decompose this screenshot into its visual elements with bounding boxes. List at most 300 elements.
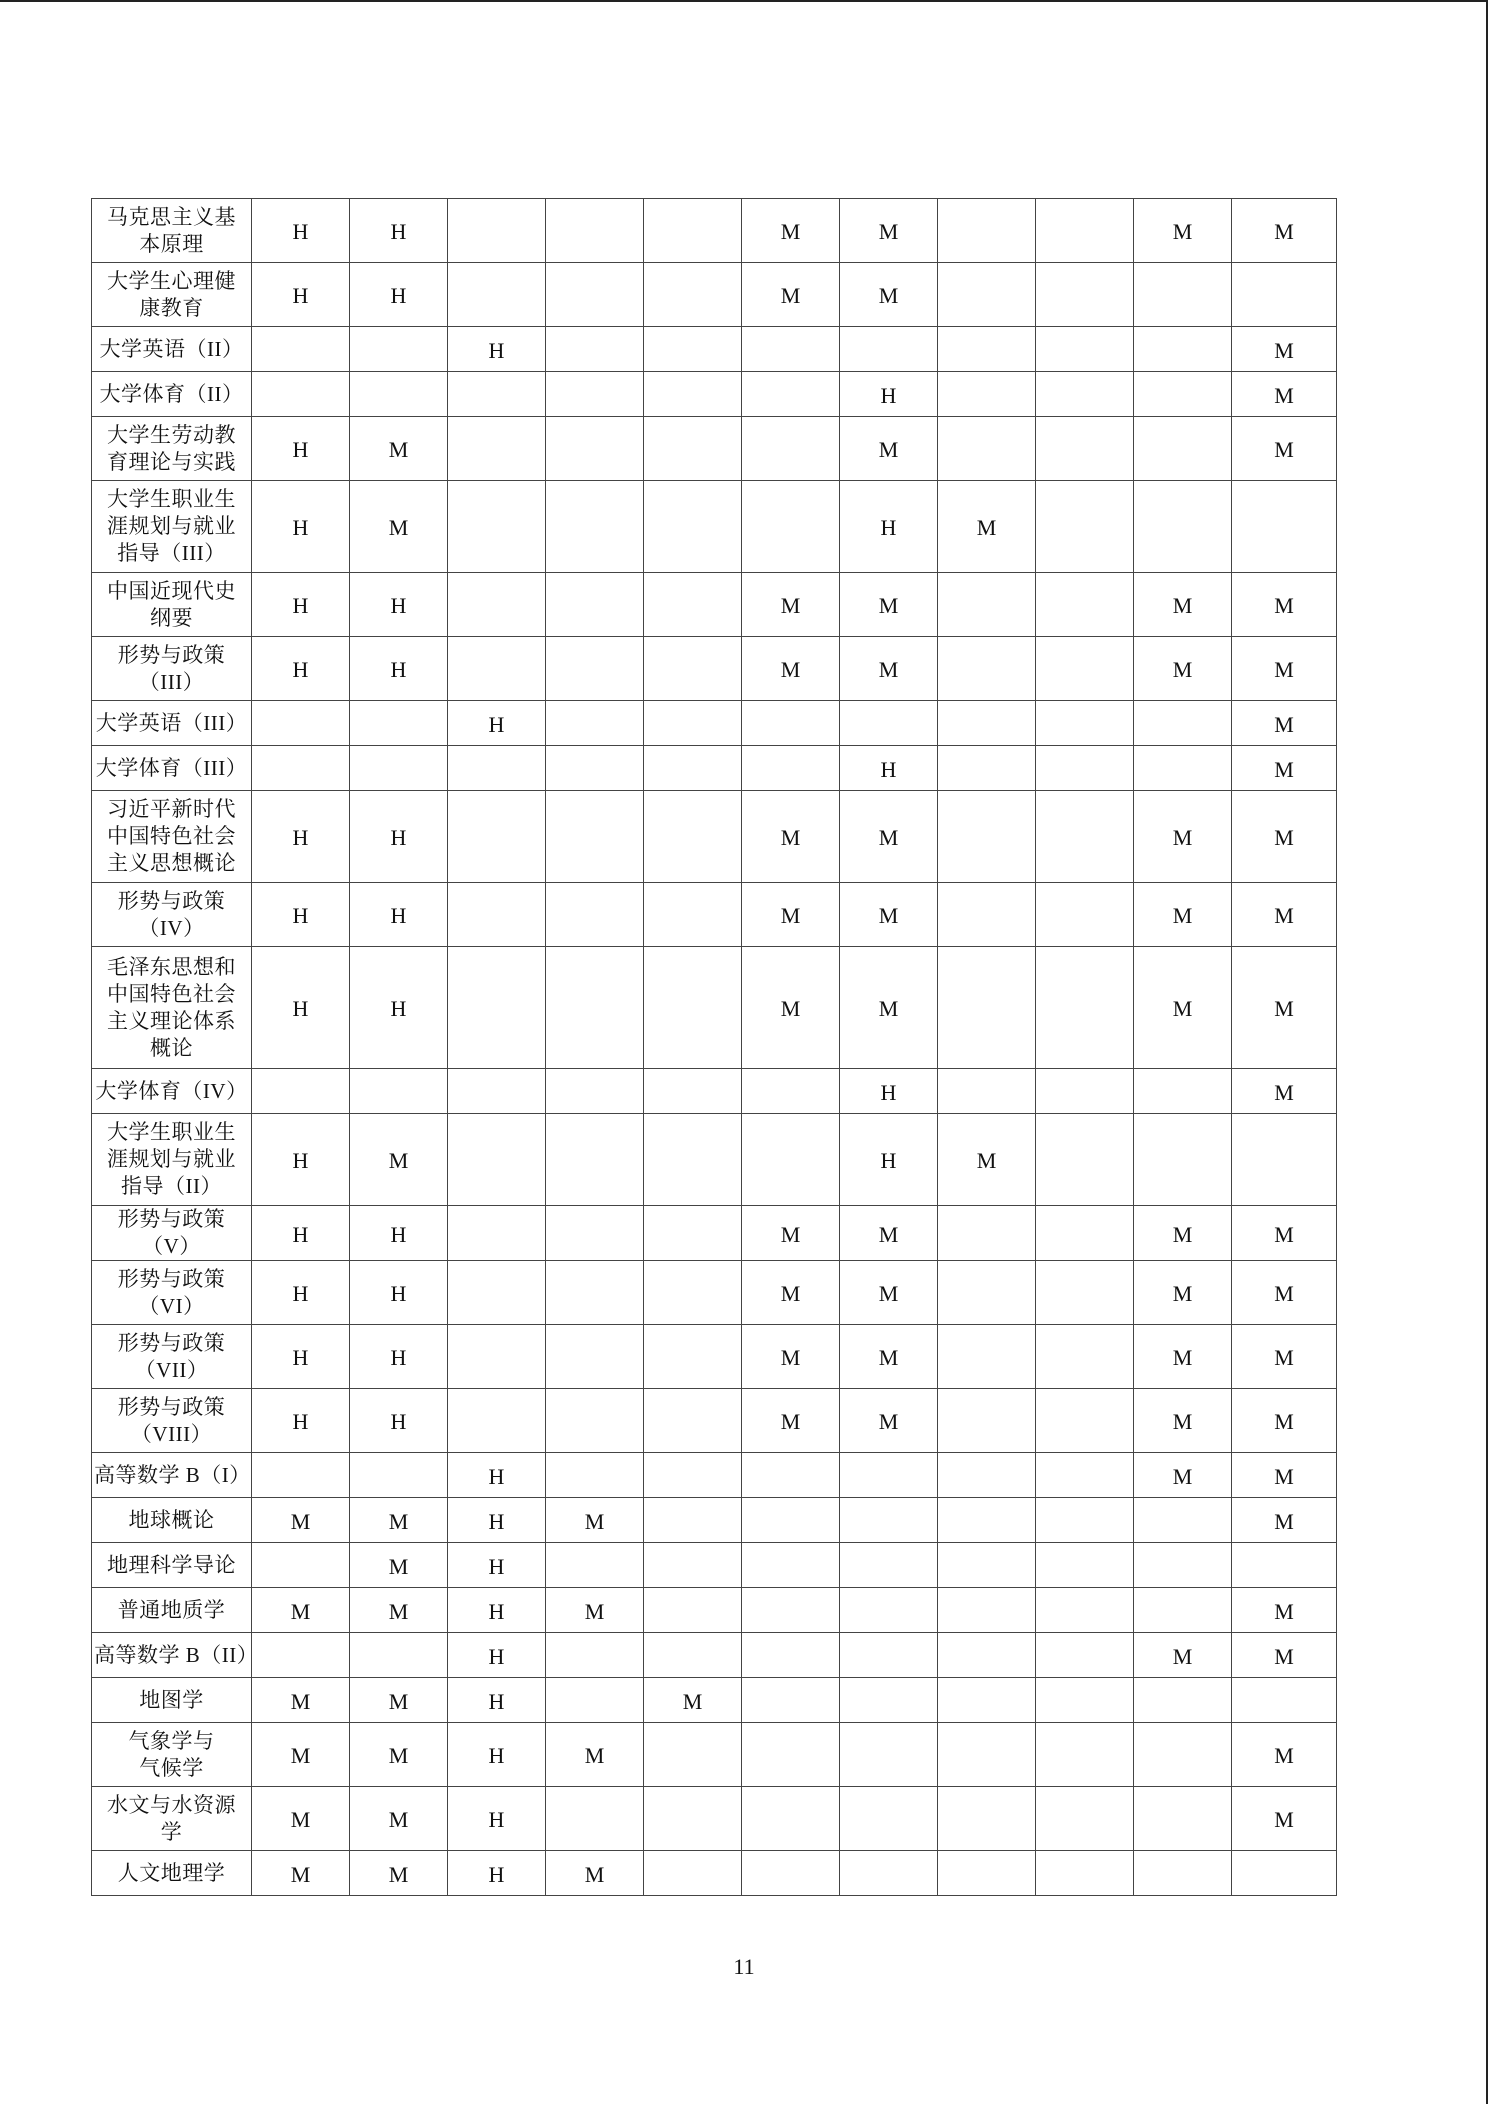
mark-cell <box>252 1633 350 1678</box>
mark-cell: H <box>252 1261 350 1325</box>
mark-cell <box>938 701 1036 746</box>
mark-cell <box>840 1453 938 1498</box>
mark-cell <box>1134 746 1232 791</box>
mark-cell: M <box>1232 1787 1337 1851</box>
mark-cell: H <box>252 417 350 481</box>
mark-cell: H <box>840 372 938 417</box>
mark-cell: M <box>350 1498 448 1543</box>
table-row <box>92 263 1337 327</box>
mark-cell: H <box>448 1723 546 1787</box>
mark-cell <box>350 701 448 746</box>
table-row <box>92 1114 1337 1206</box>
mark-cell <box>938 1069 1036 1114</box>
mark-cell <box>546 573 644 637</box>
mark-cell <box>448 746 546 791</box>
mark-cell <box>644 947 742 1069</box>
course-name-cell: 水文与水资源 学 <box>92 1787 252 1851</box>
mark-cell: H <box>448 1851 546 1896</box>
mark-cell: H <box>252 791 350 883</box>
mark-cell <box>1232 481 1337 573</box>
mark-cell <box>252 701 350 746</box>
mark-cell: M <box>1232 883 1337 947</box>
mark-cell: M <box>350 1787 448 1851</box>
mark-cell <box>350 327 448 372</box>
mark-cell <box>840 1633 938 1678</box>
mark-cell <box>1036 1633 1134 1678</box>
mark-cell <box>840 701 938 746</box>
mark-cell <box>1036 573 1134 637</box>
table-row <box>92 1069 1337 1114</box>
mark-cell: M <box>1232 1069 1337 1114</box>
mark-cell: M <box>1232 947 1337 1069</box>
mark-cell <box>1134 1498 1232 1543</box>
mark-cell <box>546 481 644 573</box>
mark-cell <box>448 372 546 417</box>
mark-cell: H <box>350 1206 448 1261</box>
course-name-cell: 大学生劳动教 育理论与实践 <box>92 417 252 481</box>
mark-cell <box>644 1787 742 1851</box>
mark-cell: M <box>1232 417 1337 481</box>
mark-cell: H <box>448 1543 546 1588</box>
mark-cell <box>350 372 448 417</box>
mark-cell <box>546 1114 644 1206</box>
course-name-cell: 普通地质学 <box>92 1588 252 1633</box>
mark-cell <box>742 1678 840 1723</box>
mark-cell: M <box>840 1389 938 1453</box>
mark-cell: M <box>840 1261 938 1325</box>
mark-cell: H <box>252 263 350 327</box>
mark-cell <box>1134 1787 1232 1851</box>
mark-cell: H <box>448 1678 546 1723</box>
mark-cell <box>1036 1325 1134 1389</box>
course-name-cell: 人文地理学 <box>92 1851 252 1896</box>
table-row <box>92 372 1337 417</box>
mark-cell: H <box>448 327 546 372</box>
mark-cell <box>1036 1498 1134 1543</box>
mark-cell <box>644 1114 742 1206</box>
mark-cell <box>644 1389 742 1453</box>
mark-cell <box>546 947 644 1069</box>
mark-cell: M <box>1134 1325 1232 1389</box>
course-name-cell: 形势与政策 （VI） <box>92 1261 252 1325</box>
mark-cell <box>1036 746 1134 791</box>
mark-cell <box>644 1851 742 1896</box>
mark-cell <box>1134 1114 1232 1206</box>
mark-cell: M <box>742 883 840 947</box>
mark-cell: M <box>1134 1261 1232 1325</box>
mark-cell <box>1036 481 1134 573</box>
mark-cell: H <box>448 1633 546 1678</box>
course-name-cell: 气象学与 气候学 <box>92 1723 252 1787</box>
mark-cell <box>448 573 546 637</box>
mark-cell: H <box>840 481 938 573</box>
mark-cell: M <box>546 1723 644 1787</box>
mark-cell: M <box>1232 327 1337 372</box>
mark-cell <box>644 1453 742 1498</box>
mark-cell: M <box>350 1588 448 1633</box>
mark-cell <box>938 199 1036 263</box>
table-row <box>92 1723 1337 1787</box>
course-name-cell: 大学英语（III） <box>92 701 252 746</box>
mark-cell <box>546 1389 644 1453</box>
mark-cell: M <box>1232 372 1337 417</box>
mark-cell <box>1232 1851 1337 1896</box>
mark-cell <box>742 1588 840 1633</box>
course-name-cell: 形势与政策 （III） <box>92 637 252 701</box>
mark-cell <box>252 1453 350 1498</box>
mark-cell: H <box>350 947 448 1069</box>
table-row <box>92 1498 1337 1543</box>
course-name-cell: 习近平新时代 中国特色社会 主义思想概论 <box>92 791 252 883</box>
course-name-cell: 大学生职业生 涯规划与就业 指导（III） <box>92 481 252 573</box>
mark-cell <box>742 1633 840 1678</box>
table-row <box>92 746 1337 791</box>
mark-cell: H <box>448 1588 546 1633</box>
mark-cell: H <box>448 701 546 746</box>
course-name-cell: 大学体育（II） <box>92 372 252 417</box>
mark-cell <box>448 1069 546 1114</box>
course-matrix-table <box>91 198 1337 1896</box>
mark-cell: M <box>840 417 938 481</box>
mark-cell: H <box>252 481 350 573</box>
mark-cell: M <box>252 1787 350 1851</box>
mark-cell: M <box>546 1498 644 1543</box>
table-row <box>92 417 1337 481</box>
mark-cell <box>840 1723 938 1787</box>
mark-cell: H <box>350 637 448 701</box>
mark-cell <box>252 372 350 417</box>
mark-cell <box>938 263 1036 327</box>
mark-cell: M <box>1232 1498 1337 1543</box>
mark-cell <box>546 746 644 791</box>
table-row <box>92 1206 1337 1261</box>
mark-cell: M <box>840 573 938 637</box>
mark-cell <box>1036 1453 1134 1498</box>
mark-cell <box>644 417 742 481</box>
mark-cell <box>644 372 742 417</box>
table-row <box>92 1325 1337 1389</box>
mark-cell <box>1134 481 1232 573</box>
course-name-cell: 形势与政策 （VIII） <box>92 1389 252 1453</box>
mark-cell <box>742 701 840 746</box>
mark-cell <box>546 791 644 883</box>
mark-cell: M <box>742 1206 840 1261</box>
mark-cell <box>644 1633 742 1678</box>
mark-cell <box>742 1543 840 1588</box>
mark-cell <box>840 1543 938 1588</box>
mark-cell <box>938 1723 1036 1787</box>
mark-cell <box>644 1069 742 1114</box>
mark-cell: M <box>350 1543 448 1588</box>
mark-cell: M <box>350 1114 448 1206</box>
mark-cell <box>938 1678 1036 1723</box>
mark-cell <box>644 746 742 791</box>
mark-cell <box>938 1325 1036 1389</box>
mark-cell <box>252 327 350 372</box>
table-body <box>92 199 1337 1896</box>
course-name-cell: 毛泽东思想和 中国特色社会 主义理论体系 概论 <box>92 947 252 1069</box>
mark-cell <box>252 1543 350 1588</box>
mark-cell: H <box>252 1325 350 1389</box>
mark-cell <box>546 883 644 947</box>
table-row <box>92 1633 1337 1678</box>
mark-cell <box>840 1588 938 1633</box>
mark-cell <box>546 372 644 417</box>
mark-cell <box>644 263 742 327</box>
course-name-cell: 地球概论 <box>92 1498 252 1543</box>
mark-cell <box>644 327 742 372</box>
mark-cell <box>1134 1723 1232 1787</box>
mark-cell: M <box>1232 1588 1337 1633</box>
mark-cell <box>546 1206 644 1261</box>
mark-cell <box>546 417 644 481</box>
mark-cell <box>644 1588 742 1633</box>
mark-cell <box>1036 417 1134 481</box>
mark-cell <box>938 573 1036 637</box>
mark-cell: H <box>448 1498 546 1543</box>
mark-cell: M <box>840 947 938 1069</box>
mark-cell: H <box>350 883 448 947</box>
mark-cell: M <box>840 199 938 263</box>
mark-cell <box>448 417 546 481</box>
mark-cell <box>546 1453 644 1498</box>
mark-cell <box>1036 199 1134 263</box>
course-name-cell: 大学英语（II） <box>92 327 252 372</box>
mark-cell <box>742 746 840 791</box>
mark-cell: M <box>1232 1453 1337 1498</box>
mark-cell <box>644 199 742 263</box>
mark-cell <box>644 1325 742 1389</box>
mark-cell <box>644 1206 742 1261</box>
mark-cell: M <box>742 199 840 263</box>
table-row <box>92 637 1337 701</box>
table-row <box>92 199 1337 263</box>
mark-cell: M <box>1232 1261 1337 1325</box>
mark-cell <box>1134 372 1232 417</box>
mark-cell <box>742 1114 840 1206</box>
mark-cell <box>840 1678 938 1723</box>
mark-cell <box>1036 372 1134 417</box>
course-name-cell: 马克思主义基 本原理 <box>92 199 252 263</box>
course-name-cell: 形势与政策（V） <box>92 1206 252 1261</box>
mark-cell: H <box>350 1261 448 1325</box>
mark-cell: M <box>1134 1206 1232 1261</box>
mark-cell <box>448 947 546 1069</box>
mark-cell <box>1036 1787 1134 1851</box>
mark-cell <box>644 1543 742 1588</box>
mark-cell <box>1036 883 1134 947</box>
mark-cell <box>938 746 1036 791</box>
mark-cell: M <box>840 263 938 327</box>
mark-cell: H <box>350 573 448 637</box>
course-name-cell: 中国近现代史 纲要 <box>92 573 252 637</box>
mark-cell: M <box>1232 637 1337 701</box>
table-row <box>92 327 1337 372</box>
mark-cell: H <box>252 199 350 263</box>
mark-cell: H <box>252 1206 350 1261</box>
mark-cell <box>1036 637 1134 701</box>
mark-cell: M <box>1134 573 1232 637</box>
mark-cell: M <box>1134 199 1232 263</box>
mark-cell: M <box>1232 1633 1337 1678</box>
mark-cell <box>938 1543 1036 1588</box>
mark-cell <box>448 1325 546 1389</box>
mark-cell <box>742 372 840 417</box>
top-border <box>0 0 1488 2</box>
mark-cell <box>448 1206 546 1261</box>
mark-cell <box>644 883 742 947</box>
mark-cell <box>742 1787 840 1851</box>
mark-cell: M <box>1134 1389 1232 1453</box>
mark-cell <box>742 327 840 372</box>
table-row <box>92 947 1337 1069</box>
table-row <box>92 883 1337 947</box>
mark-cell <box>840 1787 938 1851</box>
mark-cell <box>1232 1678 1337 1723</box>
mark-cell <box>938 791 1036 883</box>
course-name-cell: 地理科学导论 <box>92 1543 252 1588</box>
mark-cell <box>742 417 840 481</box>
mark-cell <box>1134 1678 1232 1723</box>
mark-cell: H <box>252 637 350 701</box>
mark-cell: H <box>350 1325 448 1389</box>
course-name-cell: 高等数学 B（I） <box>92 1453 252 1498</box>
mark-cell <box>350 1069 448 1114</box>
mark-cell: M <box>1232 746 1337 791</box>
mark-cell <box>742 1851 840 1896</box>
mark-cell <box>546 1069 644 1114</box>
mark-cell <box>1232 1543 1337 1588</box>
table-row <box>92 1787 1337 1851</box>
mark-cell <box>840 1851 938 1896</box>
mark-cell <box>938 1389 1036 1453</box>
mark-cell <box>1036 1206 1134 1261</box>
mark-cell: M <box>742 263 840 327</box>
mark-cell <box>1036 1389 1134 1453</box>
course-name-cell: 高等数学 B（II） <box>92 1633 252 1678</box>
mark-cell <box>742 1723 840 1787</box>
mark-cell: M <box>546 1851 644 1896</box>
mark-cell <box>938 417 1036 481</box>
mark-cell <box>448 263 546 327</box>
mark-cell <box>350 746 448 791</box>
mark-cell <box>1134 1851 1232 1896</box>
mark-cell: H <box>350 263 448 327</box>
mark-cell: M <box>252 1851 350 1896</box>
course-name-cell: 形势与政策 （VII） <box>92 1325 252 1389</box>
table-row <box>92 1453 1337 1498</box>
table-row <box>92 573 1337 637</box>
mark-cell: M <box>1232 1723 1337 1787</box>
table-row <box>92 701 1337 746</box>
mark-cell: M <box>1232 1206 1337 1261</box>
table-row <box>92 481 1337 573</box>
course-name-cell: 大学体育（IV） <box>92 1069 252 1114</box>
mark-cell <box>350 1633 448 1678</box>
table-row <box>92 1389 1337 1453</box>
mark-cell <box>938 327 1036 372</box>
mark-cell: H <box>840 746 938 791</box>
mark-cell: M <box>252 1498 350 1543</box>
mark-cell <box>644 637 742 701</box>
mark-cell <box>742 1069 840 1114</box>
mark-cell <box>448 481 546 573</box>
mark-cell <box>1134 1543 1232 1588</box>
mark-cell <box>1036 1543 1134 1588</box>
mark-cell <box>1036 1851 1134 1896</box>
mark-cell: M <box>742 1325 840 1389</box>
mark-cell <box>644 701 742 746</box>
mark-cell <box>938 883 1036 947</box>
mark-cell: M <box>252 1723 350 1787</box>
mark-cell: M <box>252 1678 350 1723</box>
mark-cell <box>546 1787 644 1851</box>
mark-cell: M <box>742 1261 840 1325</box>
mark-cell <box>938 947 1036 1069</box>
mark-cell <box>644 791 742 883</box>
mark-cell: M <box>938 481 1036 573</box>
table-row <box>92 1588 1337 1633</box>
table-row <box>92 791 1337 883</box>
mark-cell: H <box>840 1069 938 1114</box>
table-row <box>92 1851 1337 1896</box>
mark-cell: M <box>350 417 448 481</box>
mark-cell: H <box>840 1114 938 1206</box>
mark-cell <box>448 883 546 947</box>
mark-cell <box>546 1261 644 1325</box>
mark-cell: H <box>252 573 350 637</box>
mark-cell <box>644 1498 742 1543</box>
mark-cell <box>448 637 546 701</box>
mark-cell <box>546 1325 644 1389</box>
mark-cell <box>1036 327 1134 372</box>
table-row <box>92 1543 1337 1588</box>
mark-cell <box>1134 701 1232 746</box>
mark-cell <box>546 199 644 263</box>
mark-cell <box>1134 1588 1232 1633</box>
mark-cell <box>938 372 1036 417</box>
mark-cell: M <box>742 947 840 1069</box>
mark-cell <box>1036 791 1134 883</box>
mark-cell <box>1134 327 1232 372</box>
mark-cell: M <box>742 1389 840 1453</box>
mark-cell <box>1232 263 1337 327</box>
mark-cell: M <box>350 481 448 573</box>
mark-cell <box>448 1389 546 1453</box>
mark-cell <box>1036 1069 1134 1114</box>
mark-cell <box>1134 263 1232 327</box>
mark-cell <box>644 481 742 573</box>
mark-cell <box>742 1453 840 1498</box>
mark-cell: M <box>1134 1453 1232 1498</box>
mark-cell <box>840 327 938 372</box>
mark-cell <box>840 1498 938 1543</box>
mark-cell: M <box>1232 573 1337 637</box>
course-name-cell: 地图学 <box>92 1678 252 1723</box>
mark-cell: M <box>1134 947 1232 1069</box>
mark-cell: M <box>1232 701 1337 746</box>
mark-cell: M <box>1232 1389 1337 1453</box>
mark-cell: M <box>1134 637 1232 701</box>
mark-cell <box>546 637 644 701</box>
mark-cell <box>546 701 644 746</box>
course-name-cell: 大学体育（III） <box>92 746 252 791</box>
mark-cell <box>448 1261 546 1325</box>
course-name-cell: 大学生职业生 涯规划与就业 指导（II） <box>92 1114 252 1206</box>
mark-cell <box>1036 1723 1134 1787</box>
mark-cell: M <box>350 1678 448 1723</box>
mark-cell: M <box>840 883 938 947</box>
